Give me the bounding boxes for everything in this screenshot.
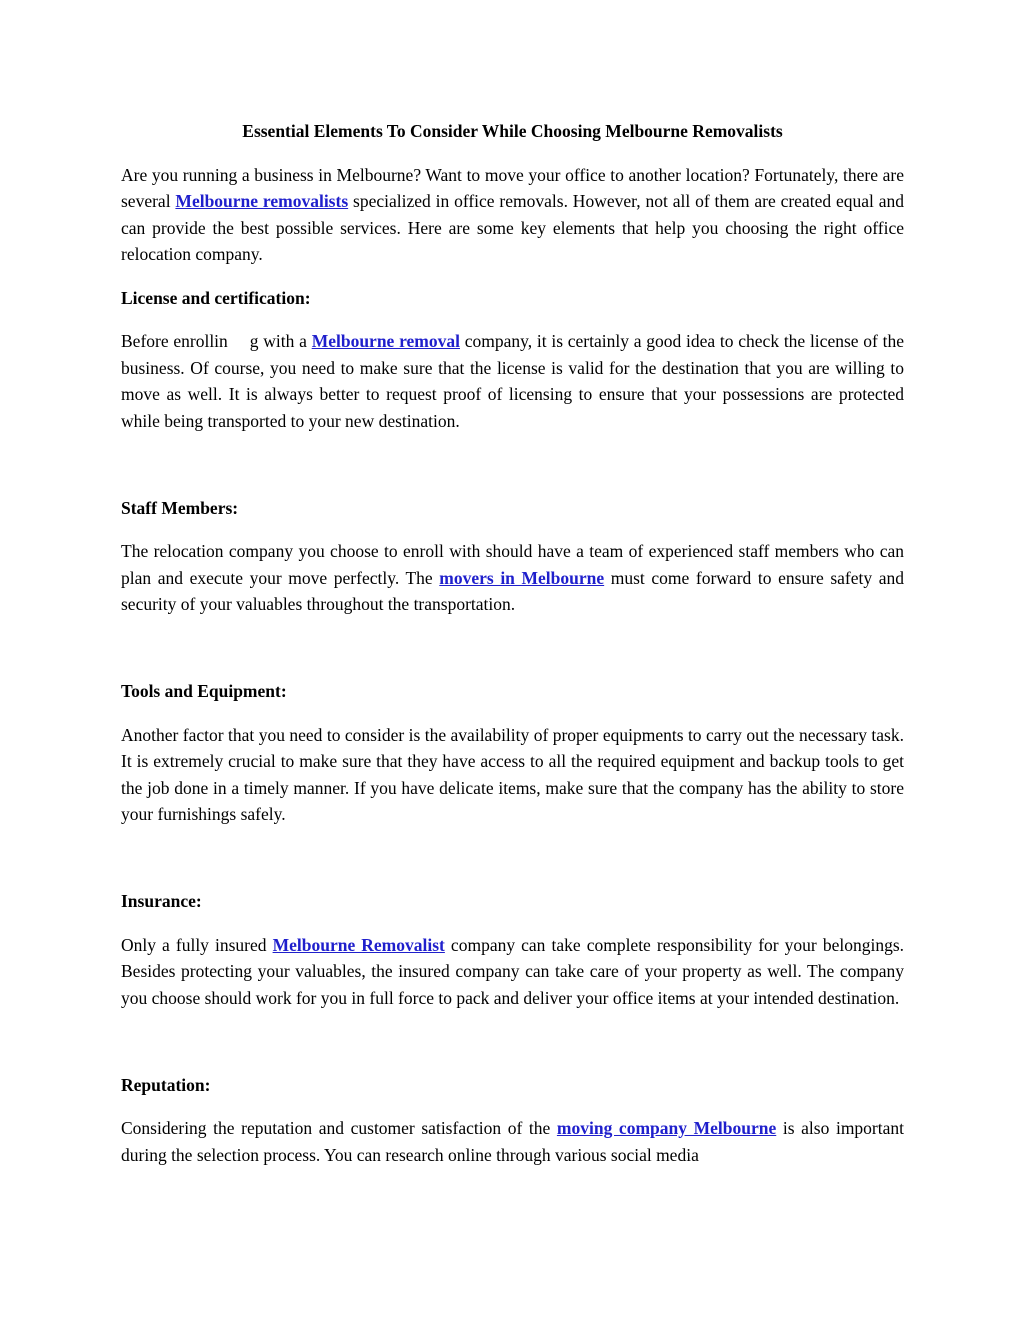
staff-text-start: The relocation company you choose to enroll with should have a team of experienced staff members who can plan and execute your move perfectly. The	[121, 541, 904, 588]
reputation-text-start: Considering the reputation and customer satisfaction of the	[121, 1118, 557, 1138]
melbourne-removal-link[interactable]: Melbourne removal	[311, 331, 460, 351]
melbourne-removalists-link[interactable]: Melbourne removalists	[175, 191, 349, 211]
spacer	[121, 1028, 904, 1072]
document-title: Essential Elements To Consider While Choosing Melbourne Removalists	[242, 121, 783, 141]
intro-text-end: specialized in office removals. However, not all of them are created equal and can provide the best possible services. Here are some key elements that help you choosing the right office relocation company.	[121, 191, 904, 264]
insurance-paragraph	[121, 932, 904, 1012]
document-page	[121, 118, 904, 1185]
license-heading: License and certification:	[121, 287, 311, 308]
reputation-heading: Reputation:	[121, 1074, 211, 1095]
reputation-paragraph	[121, 1115, 904, 1168]
insurance-text-start: Only a fully insured	[121, 934, 273, 955]
tools-heading: Tools and Equipment:	[121, 681, 287, 701]
tools-paragraph: Another factor that you need to consider is the availability of proper equipments to carry out the necessary task. It is extremely crucial to make sure that they have access to all the required equipment and backup tools to get the job done in a timely manner. If you have delicate items, make sure that the company has the ability to store your furnishings safely.	[121, 724, 904, 824]
staff-heading: Staff Members:	[121, 497, 239, 518]
license-text-start-b: g with a	[249, 331, 312, 351]
staff-paragraph	[121, 538, 904, 618]
movers-in-melbourne-link[interactable]: movers in Melbourne	[439, 567, 605, 588]
intro-text-start: Are you running a business in Melbourne? Want to move your office to another location? Fortunately, there are several	[121, 164, 904, 211]
staff-text-end: must come forward to ensure safety and security of your valuables throughout the transportation.	[121, 567, 905, 614]
spacer	[121, 845, 904, 889]
license-text-end: company, it is certainly a good idea to check the license of the business. Of course, you need to make sure that the license is valid for the destination that you are willing to move as well. It is always better to request proof of licensing to ensure that your possessions are protected while being transported to your new destination.	[121, 331, 904, 431]
spacer	[121, 635, 904, 679]
reputation-text-end: is also important during the selection process. You can research online through various social media	[121, 1118, 905, 1165]
spacer	[121, 451, 904, 495]
insurance-heading: Insurance:	[121, 891, 202, 911]
license-paragraph	[121, 328, 904, 434]
moving-company-melbourne-link[interactable]: moving company Melbourne	[556, 1118, 777, 1138]
intro-paragraph	[121, 162, 904, 268]
license-text-start-a: Before enrollin	[121, 331, 228, 351]
insurance-text-end: company can take complete responsibility for your belongings. Besides protecting your valuables, the insured company can take care of your property as well. The company you choose should work for you in full force to pack and deliver your office items at your intended destination.	[121, 934, 904, 1008]
melbourne-removalist-link[interactable]: Melbourne Removalist	[272, 934, 445, 955]
